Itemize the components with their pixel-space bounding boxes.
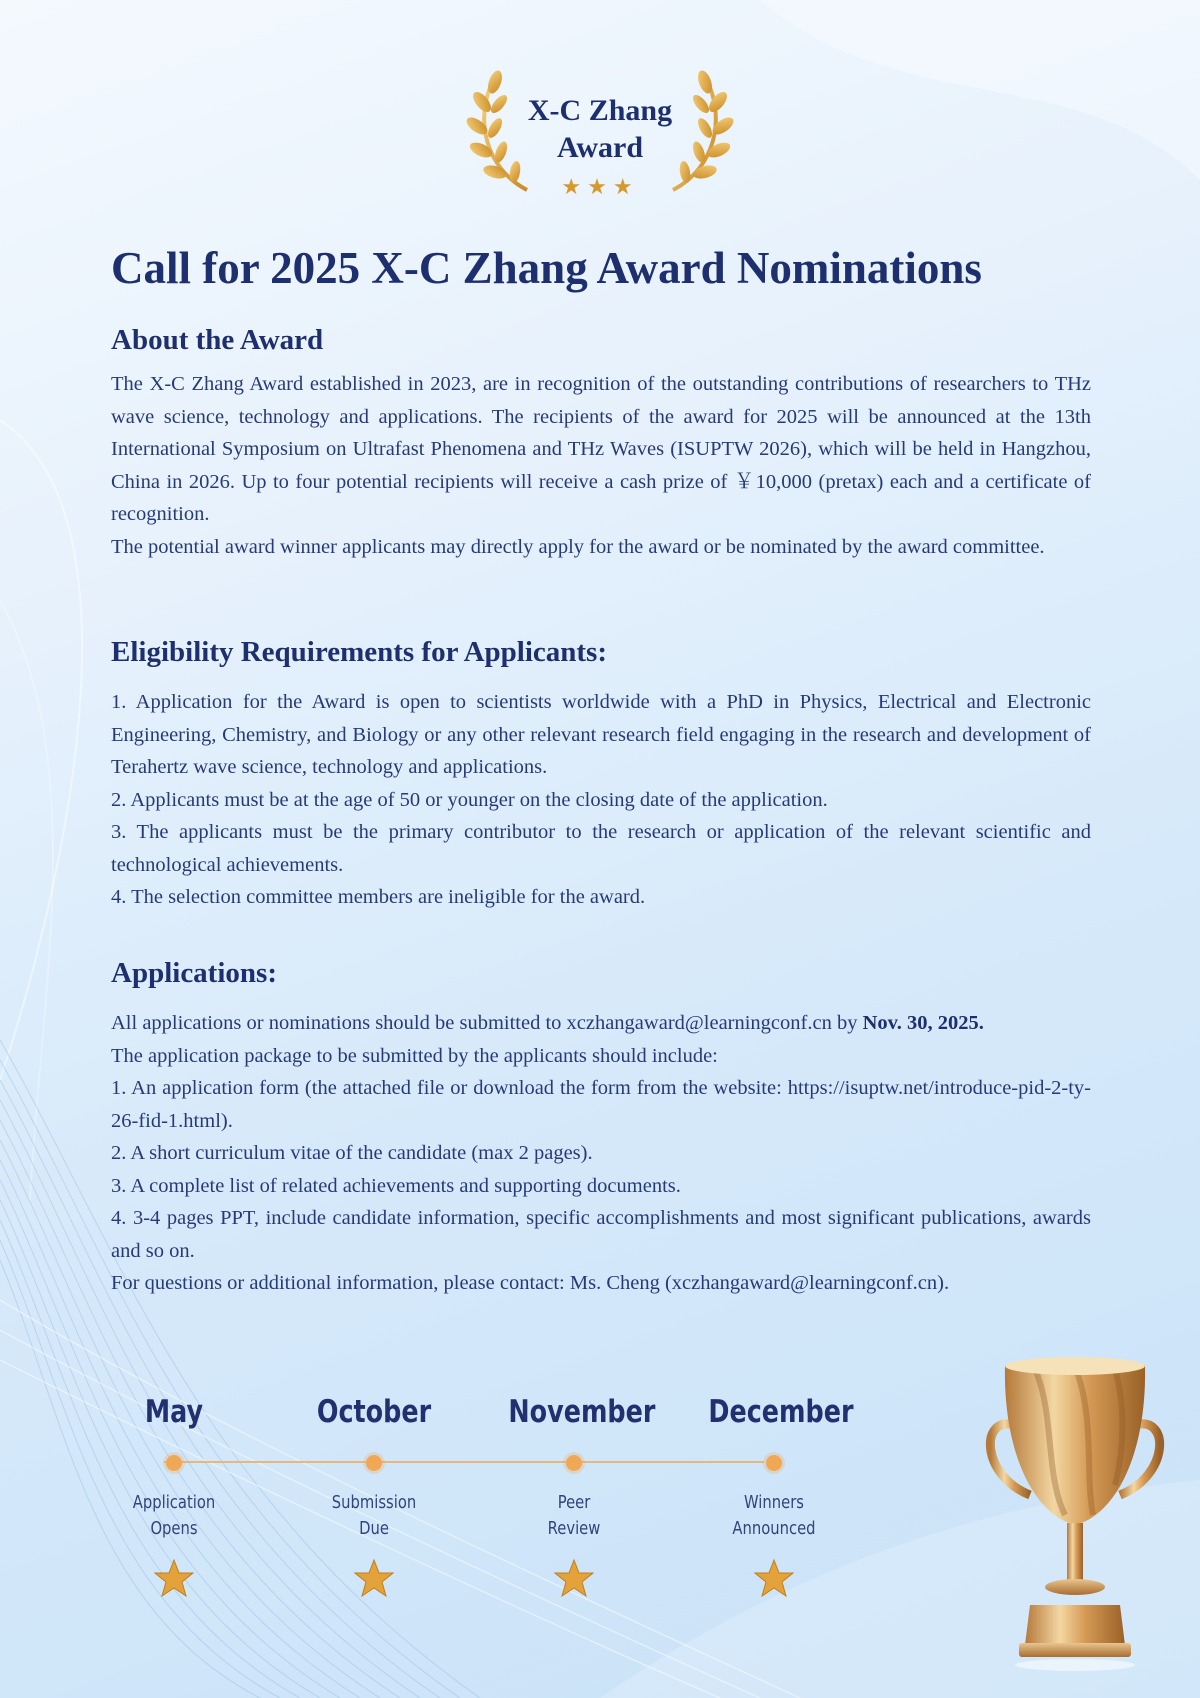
- timeline-month: December: [708, 1394, 854, 1430]
- package-item-4: 4. 3-4 pages PPT, include candidate information, specific accomplishments and most significant publications, awards and so on.: [111, 1207, 1091, 1262]
- about-paragraph-1: The X-C Zhang Award established in 2023, are in recognition of the outstanding contributions of researchers to THz wave science, technology and applications. The recipients of the award for 2025 will be announced at the 13th International Symposium on Ultrafast Phenomena and THz Waves (ISUPTW 2026), which will be held in Hangzhou, China in 2026. Up to four potential recipients will receive a cash prize of ￥10,000 (pretax) each and a certificate of recognition.: [111, 373, 1091, 525]
- timeline-month: November: [508, 1394, 656, 1430]
- timeline-label-line1: Submission: [331, 1492, 417, 1513]
- timeline: [90, 1390, 854, 1620]
- package-item-2: 2. A short curriculum vitae of the candidate (max 2 pages).: [111, 1142, 593, 1164]
- about-paragraph-2: The potential award winner applicants may directly apply for the award or be nominated by the award committee.: [111, 535, 1045, 558]
- timeline-label: [108, 1490, 239, 1542]
- timeline-item-october: [294, 1390, 454, 1539]
- timeline-month: October: [316, 1394, 432, 1430]
- timeline-dot: [166, 1455, 182, 1471]
- timeline-label-line2: Opens: [150, 1518, 198, 1539]
- award-logo: [455, 68, 745, 208]
- eligibility-item-4: 4. The selection committee members are ineligible for the award.: [111, 886, 646, 908]
- logo-title-line2: Award: [556, 131, 644, 164]
- star-icon: [754, 1558, 794, 1598]
- logo-stars-icon: ★★★: [561, 174, 639, 199]
- star-icon: [354, 1558, 394, 1598]
- package-item-3: 3. A complete list of related achievements and supporting documents.: [111, 1174, 681, 1197]
- star-icon: [554, 1558, 594, 1598]
- submission-deadline: Nov. 30, 2025.: [862, 1012, 984, 1034]
- timeline-item-november: [494, 1390, 656, 1539]
- timeline-label-line2: Review: [547, 1518, 601, 1539]
- applications-text: [111, 1007, 1091, 1300]
- timeline-label-line2: Announced: [732, 1518, 816, 1539]
- eligibility-item-2: 2. Applicants must be at the age of 50 or younger on the closing date of the application.: [111, 788, 828, 811]
- eligibility-item-3: 3. The applicants must be the primary contributor to the research or application of the relevant scientific and technological achievements.: [111, 821, 1091, 876]
- eligibility-list: [111, 686, 1091, 914]
- contact-info: For questions or additional information, please contact: Ms. Cheng (xczhangaward@learningconf.cn).: [111, 1272, 950, 1294]
- timeline-dot: [566, 1455, 582, 1471]
- timeline-month: May: [144, 1394, 204, 1430]
- logo-title: [455, 92, 745, 166]
- about-text: [111, 368, 1091, 563]
- eligibility-heading: Eligibility Requirements for Applicants:: [111, 636, 607, 668]
- package-item-1: 1. An application form (the attached file or download the form from the website: https://isuptw.net/introduce-pid-2-ty-26-fid-1.html).: [111, 1077, 1091, 1132]
- applications-submit: [111, 1007, 1091, 1040]
- timeline-dot: [366, 1455, 382, 1471]
- applications-heading: Applications:: [111, 957, 277, 989]
- timeline-line: [164, 1461, 764, 1463]
- eligibility-item-1: 1. Application for the Award is open to scientists worldwide with a PhD in Physics, Electrical and Electronic Engineering, Chemistry, and Biology or any other relevant research field engaging in the research and development of Terahertz wave science, technology and applications.: [111, 691, 1091, 778]
- package-intro: The application package to be submitted by the applicants should include:: [111, 1044, 718, 1067]
- timeline-label-line1: Winners: [744, 1492, 804, 1513]
- timeline-label-line2: Due: [359, 1518, 389, 1539]
- page-title: Call for 2025 X-C Zhang Award Nominations: [111, 243, 982, 293]
- timeline-item-may: [94, 1390, 254, 1539]
- timeline-label: [508, 1490, 639, 1542]
- submit-text: All applications or nominations should be submitted to xczhangaward@learningconf.cn by: [111, 1012, 863, 1034]
- timeline-label-line1: Application: [132, 1492, 216, 1513]
- trophy-icon: [975, 1355, 1175, 1675]
- timeline-label-line1: Peer: [557, 1492, 591, 1513]
- timeline-label: [308, 1490, 439, 1542]
- star-icon: [154, 1558, 194, 1598]
- logo-title-line1: X-C Zhang: [527, 94, 673, 127]
- timeline-item-december: [694, 1390, 854, 1539]
- timeline-label: [708, 1490, 839, 1542]
- about-heading: About the Award: [111, 324, 324, 356]
- timeline-dot: [766, 1455, 782, 1471]
